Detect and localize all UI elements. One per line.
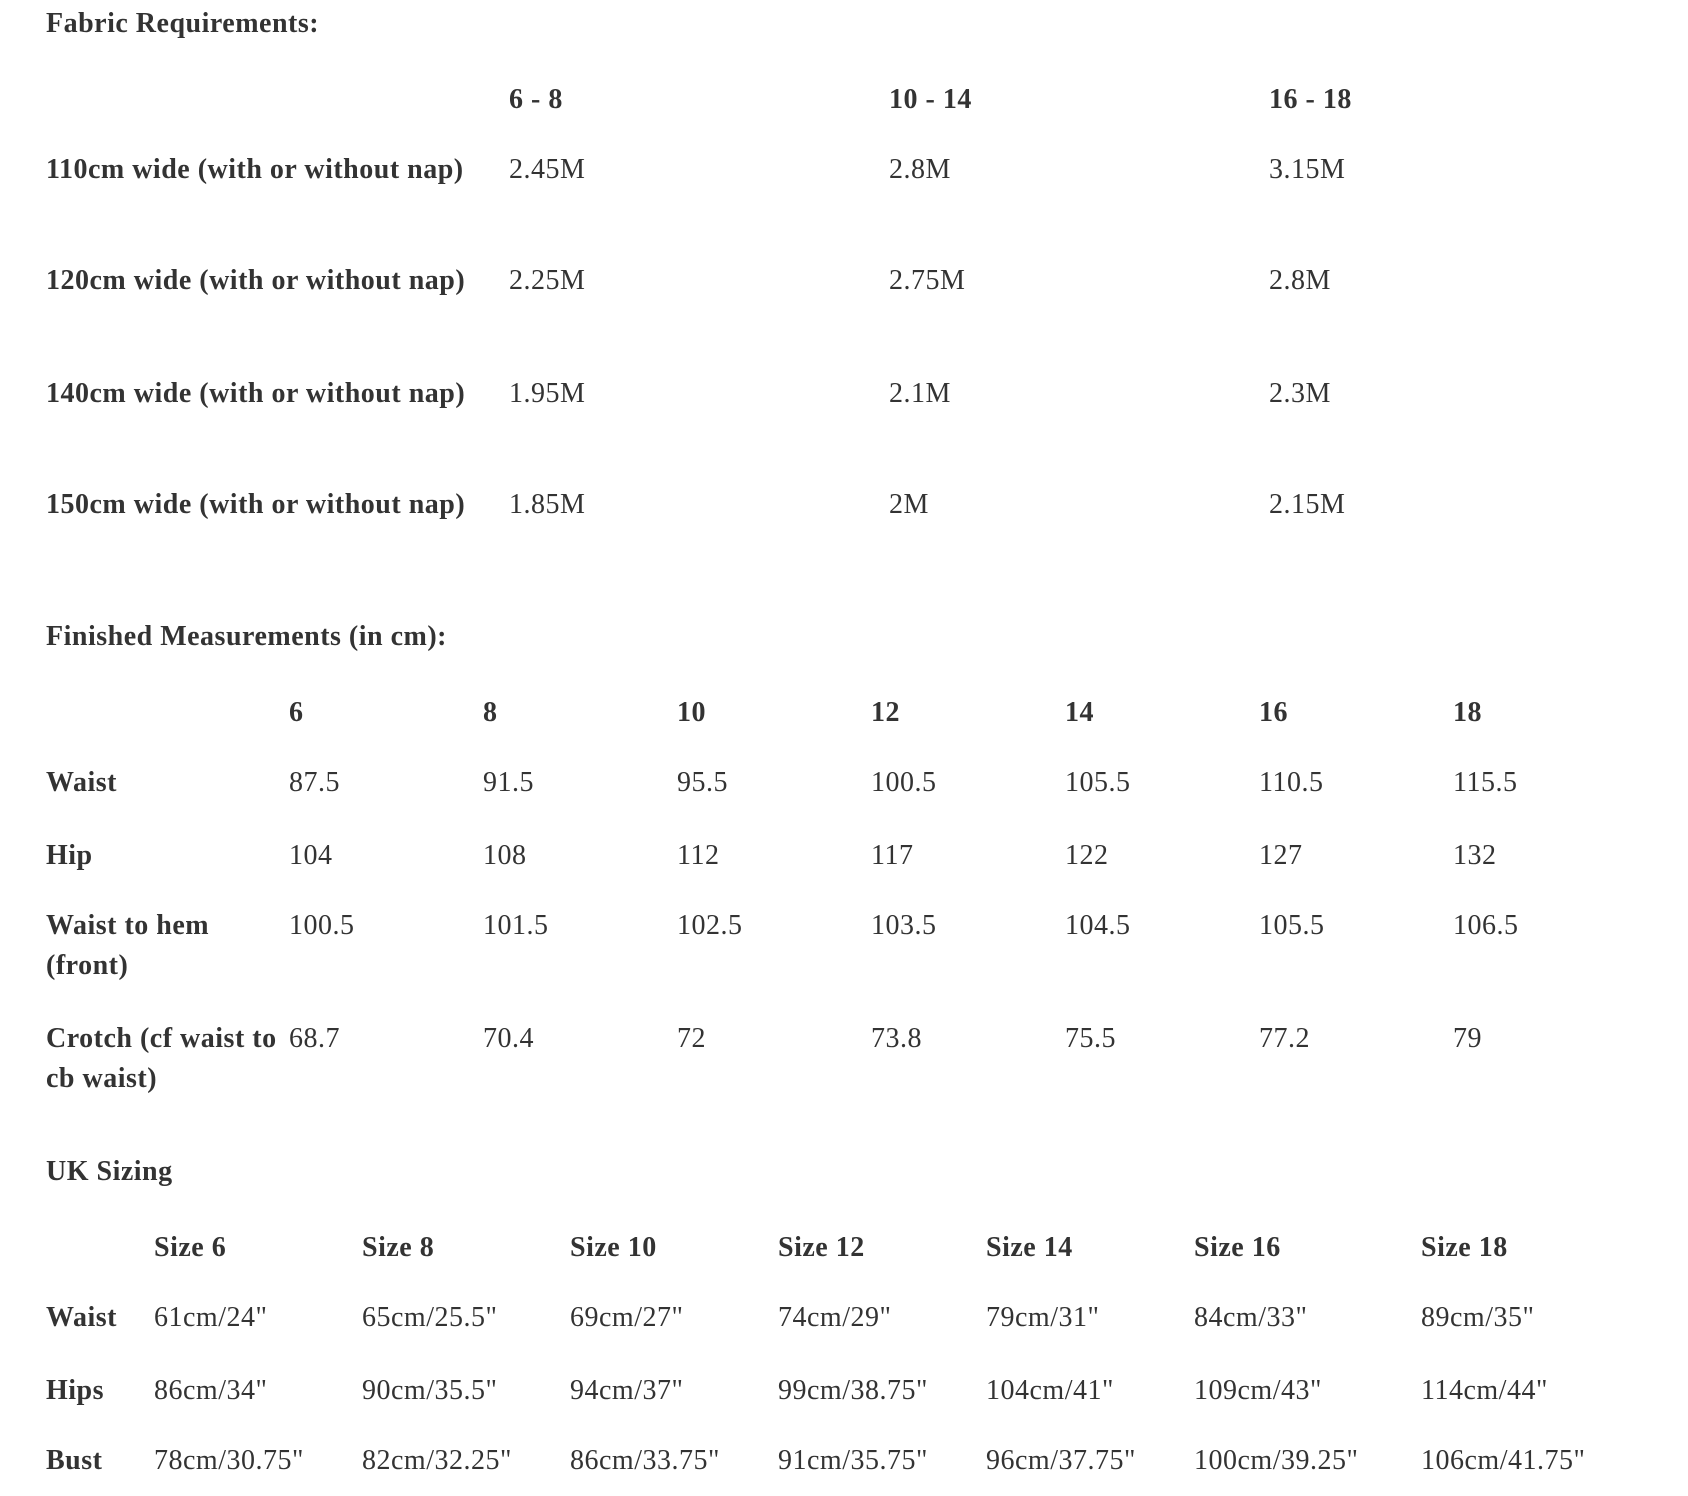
uk-sizing-table bbox=[46, 1228, 1646, 1491]
table-cell: 108 bbox=[483, 840, 527, 871]
finished-measurements-table bbox=[46, 693, 1626, 1109]
table-cell: 105.5 bbox=[1065, 767, 1131, 798]
row-label: Crotch (cf waist to cb waist) bbox=[46, 1023, 277, 1094]
row-label: 120cm wide (with or without nap) bbox=[46, 265, 466, 296]
column-header: Size 14 bbox=[986, 1232, 1073, 1263]
table-cell: 100cm/39.25" bbox=[1194, 1445, 1359, 1476]
table-cell: 91cm/35.75" bbox=[778, 1445, 928, 1476]
table-cell: 105.5 bbox=[1259, 910, 1325, 941]
row-label: Hips bbox=[46, 1375, 105, 1406]
table-cell: 70.4 bbox=[483, 1023, 534, 1054]
table-cell: 2.3M bbox=[1269, 378, 1331, 409]
table-cell: 61cm/24" bbox=[154, 1302, 268, 1333]
table-row bbox=[46, 261, 1396, 374]
column-header: 6 - 8 bbox=[509, 84, 563, 115]
column-header: 8 bbox=[483, 697, 498, 728]
table-header-row bbox=[46, 693, 1626, 763]
column-header: 12 bbox=[871, 697, 900, 728]
table-cell: 122 bbox=[1065, 840, 1109, 871]
table-cell: 79 bbox=[1453, 1023, 1482, 1054]
table-row bbox=[46, 906, 1626, 1019]
column-header: Size 10 bbox=[570, 1232, 657, 1263]
table-cell: 68.7 bbox=[289, 1023, 340, 1054]
table-cell: 102.5 bbox=[677, 910, 743, 941]
table-cell: 117 bbox=[871, 840, 914, 871]
column-header: 16 - 18 bbox=[1269, 84, 1352, 115]
table-cell: 132 bbox=[1453, 840, 1497, 871]
column-header: 10 bbox=[677, 697, 706, 728]
table-header-row bbox=[46, 80, 1396, 150]
table-row bbox=[46, 1371, 1646, 1441]
table-cell: 65cm/25.5" bbox=[362, 1302, 498, 1333]
table-cell: 72 bbox=[677, 1023, 706, 1054]
table-cell: 2.15M bbox=[1269, 489, 1346, 520]
column-header bbox=[46, 693, 289, 763]
table-cell: 86cm/34" bbox=[154, 1375, 268, 1406]
row-label: Hip bbox=[46, 840, 93, 871]
table-cell: 101.5 bbox=[483, 910, 549, 941]
table-cell: 77.2 bbox=[1259, 1023, 1310, 1054]
table-cell: 86cm/33.75" bbox=[570, 1445, 720, 1476]
column-header bbox=[46, 1228, 154, 1298]
table-cell: 99cm/38.75" bbox=[778, 1375, 928, 1406]
table-cell: 106.5 bbox=[1453, 910, 1519, 941]
table-cell: 96cm/37.75" bbox=[986, 1445, 1136, 1476]
table-cell: 2.75M bbox=[889, 265, 966, 296]
uk-sizing-title: UK Sizing bbox=[46, 1156, 173, 1187]
table-header-row bbox=[46, 1228, 1646, 1298]
table-cell: 127 bbox=[1259, 840, 1303, 871]
table-cell: 100.5 bbox=[871, 767, 937, 798]
row-label: 150cm wide (with or without nap) bbox=[46, 489, 466, 520]
table-cell: 73.8 bbox=[871, 1023, 922, 1054]
column-header bbox=[46, 80, 509, 150]
table-cell: 109cm/43" bbox=[1194, 1375, 1322, 1406]
column-header: Size 12 bbox=[778, 1232, 865, 1263]
column-header: Size 18 bbox=[1421, 1232, 1508, 1263]
table-cell: 90cm/35.5" bbox=[362, 1375, 498, 1406]
table-cell: 91.5 bbox=[483, 767, 534, 798]
column-header: 14 bbox=[1065, 697, 1094, 728]
table-cell: 2.25M bbox=[509, 265, 586, 296]
table-row bbox=[46, 1441, 1646, 1491]
table-cell: 106cm/41.75" bbox=[1421, 1445, 1586, 1476]
fabric-requirements-title: Fabric Requirements: bbox=[46, 8, 320, 39]
finished-measurements-title: Finished Measurements (in cm): bbox=[46, 621, 447, 652]
table-cell: 2.1M bbox=[889, 378, 951, 409]
row-label: Waist to hem (front) bbox=[46, 910, 210, 981]
table-cell: 78cm/30.75" bbox=[154, 1445, 304, 1476]
table-cell: 87.5 bbox=[289, 767, 340, 798]
row-label: Waist bbox=[46, 767, 117, 798]
column-header: Size 16 bbox=[1194, 1232, 1281, 1263]
table-row bbox=[46, 485, 1396, 575]
table-cell: 84cm/33" bbox=[1194, 1302, 1308, 1333]
table-cell: 79cm/31" bbox=[986, 1302, 1100, 1333]
table-cell: 103.5 bbox=[871, 910, 937, 941]
table-row bbox=[46, 1019, 1626, 1109]
table-cell: 75.5 bbox=[1065, 1023, 1116, 1054]
table-cell: 1.85M bbox=[509, 489, 586, 520]
table-cell: 2.45M bbox=[509, 154, 586, 185]
table-cell: 114cm/44" bbox=[1421, 1375, 1548, 1406]
table-cell: 94cm/37" bbox=[570, 1375, 684, 1406]
table-cell: 95.5 bbox=[677, 767, 728, 798]
row-label: Bust bbox=[46, 1445, 103, 1476]
row-label: 110cm wide (with or without nap) bbox=[46, 154, 464, 185]
table-cell: 112 bbox=[677, 840, 720, 871]
table-cell: 69cm/27" bbox=[570, 1302, 684, 1333]
fabric-requirements-table bbox=[46, 80, 1396, 575]
table-cell: 115.5 bbox=[1453, 767, 1518, 798]
column-header: Size 6 bbox=[154, 1232, 227, 1263]
column-header: 6 bbox=[289, 697, 304, 728]
table-row bbox=[46, 836, 1626, 906]
table-row bbox=[46, 374, 1396, 485]
table-row bbox=[46, 150, 1396, 261]
table-cell: 2M bbox=[889, 489, 929, 520]
table-cell: 1.95M bbox=[509, 378, 586, 409]
table-cell: 2.8M bbox=[1269, 265, 1331, 296]
table-cell: 2.8M bbox=[889, 154, 951, 185]
row-label: 140cm wide (with or without nap) bbox=[46, 378, 466, 409]
column-header: 18 bbox=[1453, 697, 1482, 728]
column-header: 16 bbox=[1259, 697, 1288, 728]
table-cell: 104 bbox=[289, 840, 333, 871]
column-header: Size 8 bbox=[362, 1232, 435, 1263]
table-cell: 100.5 bbox=[289, 910, 355, 941]
column-header: 10 - 14 bbox=[889, 84, 972, 115]
table-row bbox=[46, 1298, 1646, 1371]
table-cell: 74cm/29" bbox=[778, 1302, 892, 1333]
table-cell: 110.5 bbox=[1259, 767, 1324, 798]
table-cell: 82cm/32.25" bbox=[362, 1445, 512, 1476]
table-cell: 104cm/41" bbox=[986, 1375, 1114, 1406]
table-cell: 104.5 bbox=[1065, 910, 1131, 941]
table-row bbox=[46, 763, 1626, 836]
row-label: Waist bbox=[46, 1302, 117, 1333]
table-cell: 89cm/35" bbox=[1421, 1302, 1535, 1333]
table-cell: 3.15M bbox=[1269, 154, 1346, 185]
